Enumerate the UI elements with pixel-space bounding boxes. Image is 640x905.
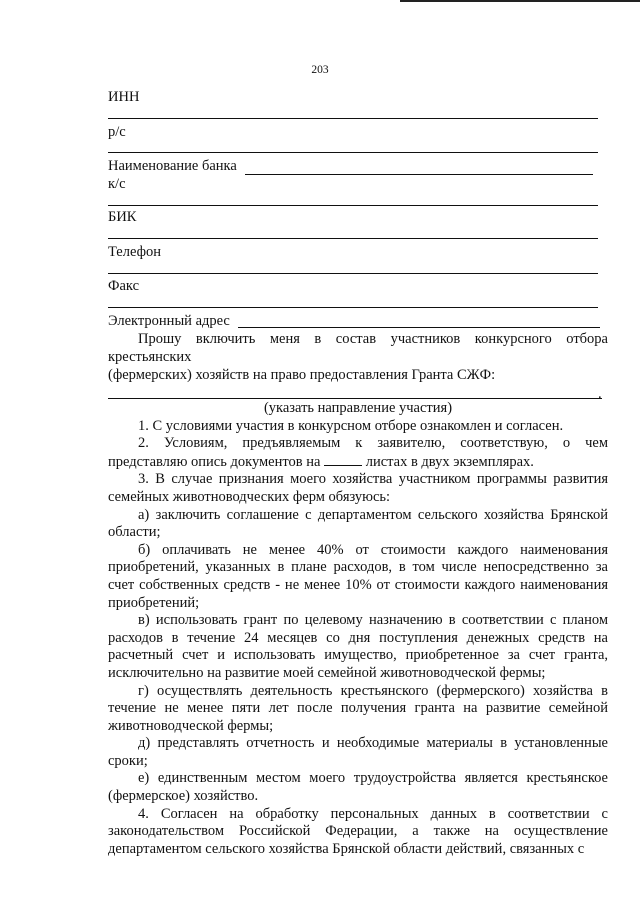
sheet-count-blank[interactable] bbox=[324, 453, 362, 466]
paragraph-3f: е) единственным местом моего трудоустройства является крестьянское (фермерское) хозяйство. bbox=[108, 770, 608, 805]
direction-hint: (указать направление участия) bbox=[263, 400, 453, 416]
request-line-1: Прошу включить меня в состав участников конкурсного отбора крестьянских bbox=[108, 331, 608, 365]
request-line-2: (фермерских) хозяйств на право предоставления Гранта СЖФ: bbox=[108, 367, 496, 384]
corr-account-input-line[interactable] bbox=[108, 205, 598, 206]
paragraph-3d: г) осуществлять деятельность крестьянского (фермерского) хозяйства в течение не менее пяти лет после получения гранта на развитие семейной животноводческой фермы; bbox=[108, 682, 608, 734]
page-number: 203 bbox=[311, 64, 329, 76]
bik-input-line[interactable] bbox=[108, 238, 598, 239]
phone-input-line[interactable] bbox=[108, 273, 598, 274]
account-label: р/с bbox=[108, 124, 126, 140]
paragraph-1: 1. С условиями участия в конкурсном отборе ознакомлен и согласен. bbox=[138, 417, 564, 434]
paragraph-3b: б) оплачивать не менее 40% от стоимости каждого наименования приобретений, указанных в плане расходов, в том числе непосредственно за счет собственных средств - не менее 10% от стоимости каждого наименования приобретений; bbox=[108, 541, 608, 611]
phone-label: Телефон bbox=[108, 244, 161, 260]
paragraph-3: 3. В случае признания моего хозяйства участником программы развития семейных животноводческих ферм обязуюсь: bbox=[108, 471, 608, 505]
request-block bbox=[108, 331, 608, 385]
paragraph-2-tail: листах в двух экземплярах. bbox=[365, 453, 534, 470]
paragraph-3a: а) заключить соглашение с департаментом сельского хозяйства Брянской области; bbox=[108, 506, 608, 541]
paragraph-4: 4. Согласен на обработку персональных данных в соответствии с законодательством Российской Федерации, а также на осуществление департаментом сельского хозяйства Брянской области действий, связанных с bbox=[108, 805, 608, 857]
paragraph-2-text: 2. Условиям, предъявляемым к заявителю, соответствую, о чем представляю опись документов на bbox=[108, 435, 608, 470]
bik-label: БИК bbox=[108, 209, 137, 225]
inn-label: ИНН bbox=[108, 89, 140, 105]
bank-name-label: Наименование банка bbox=[108, 158, 237, 174]
inn-input-line[interactable] bbox=[108, 118, 598, 119]
fax-input-line[interactable] bbox=[108, 307, 598, 308]
account-input-line[interactable] bbox=[108, 152, 598, 153]
email-input-line[interactable] bbox=[238, 327, 600, 328]
email-label: Электронный адрес bbox=[108, 313, 230, 329]
bank-name-input-line[interactable] bbox=[245, 174, 593, 175]
line-end-dot: . bbox=[598, 386, 602, 402]
paragraph-2 bbox=[108, 435, 608, 471]
paragraph-3e: д) представлять отчетность и необходимые материалы в установленные сроки; bbox=[108, 735, 608, 769]
direction-input-line[interactable] bbox=[108, 398, 602, 399]
corr-account-label: к/с bbox=[108, 176, 126, 192]
scan-edge-mark bbox=[400, 0, 640, 2]
paragraph-3c: в) использовать грант по целевому назначению в соответствии с планом расходов в течение 24 месяцев со дня поступления денежных средств на расчетный счет и использовать имущество, приобретенное за счет гранта, исключительно на развитие моей семейной животноводческой фермы; bbox=[108, 612, 608, 681]
fax-label: Факс bbox=[108, 278, 140, 294]
obligations-block bbox=[108, 400, 608, 858]
